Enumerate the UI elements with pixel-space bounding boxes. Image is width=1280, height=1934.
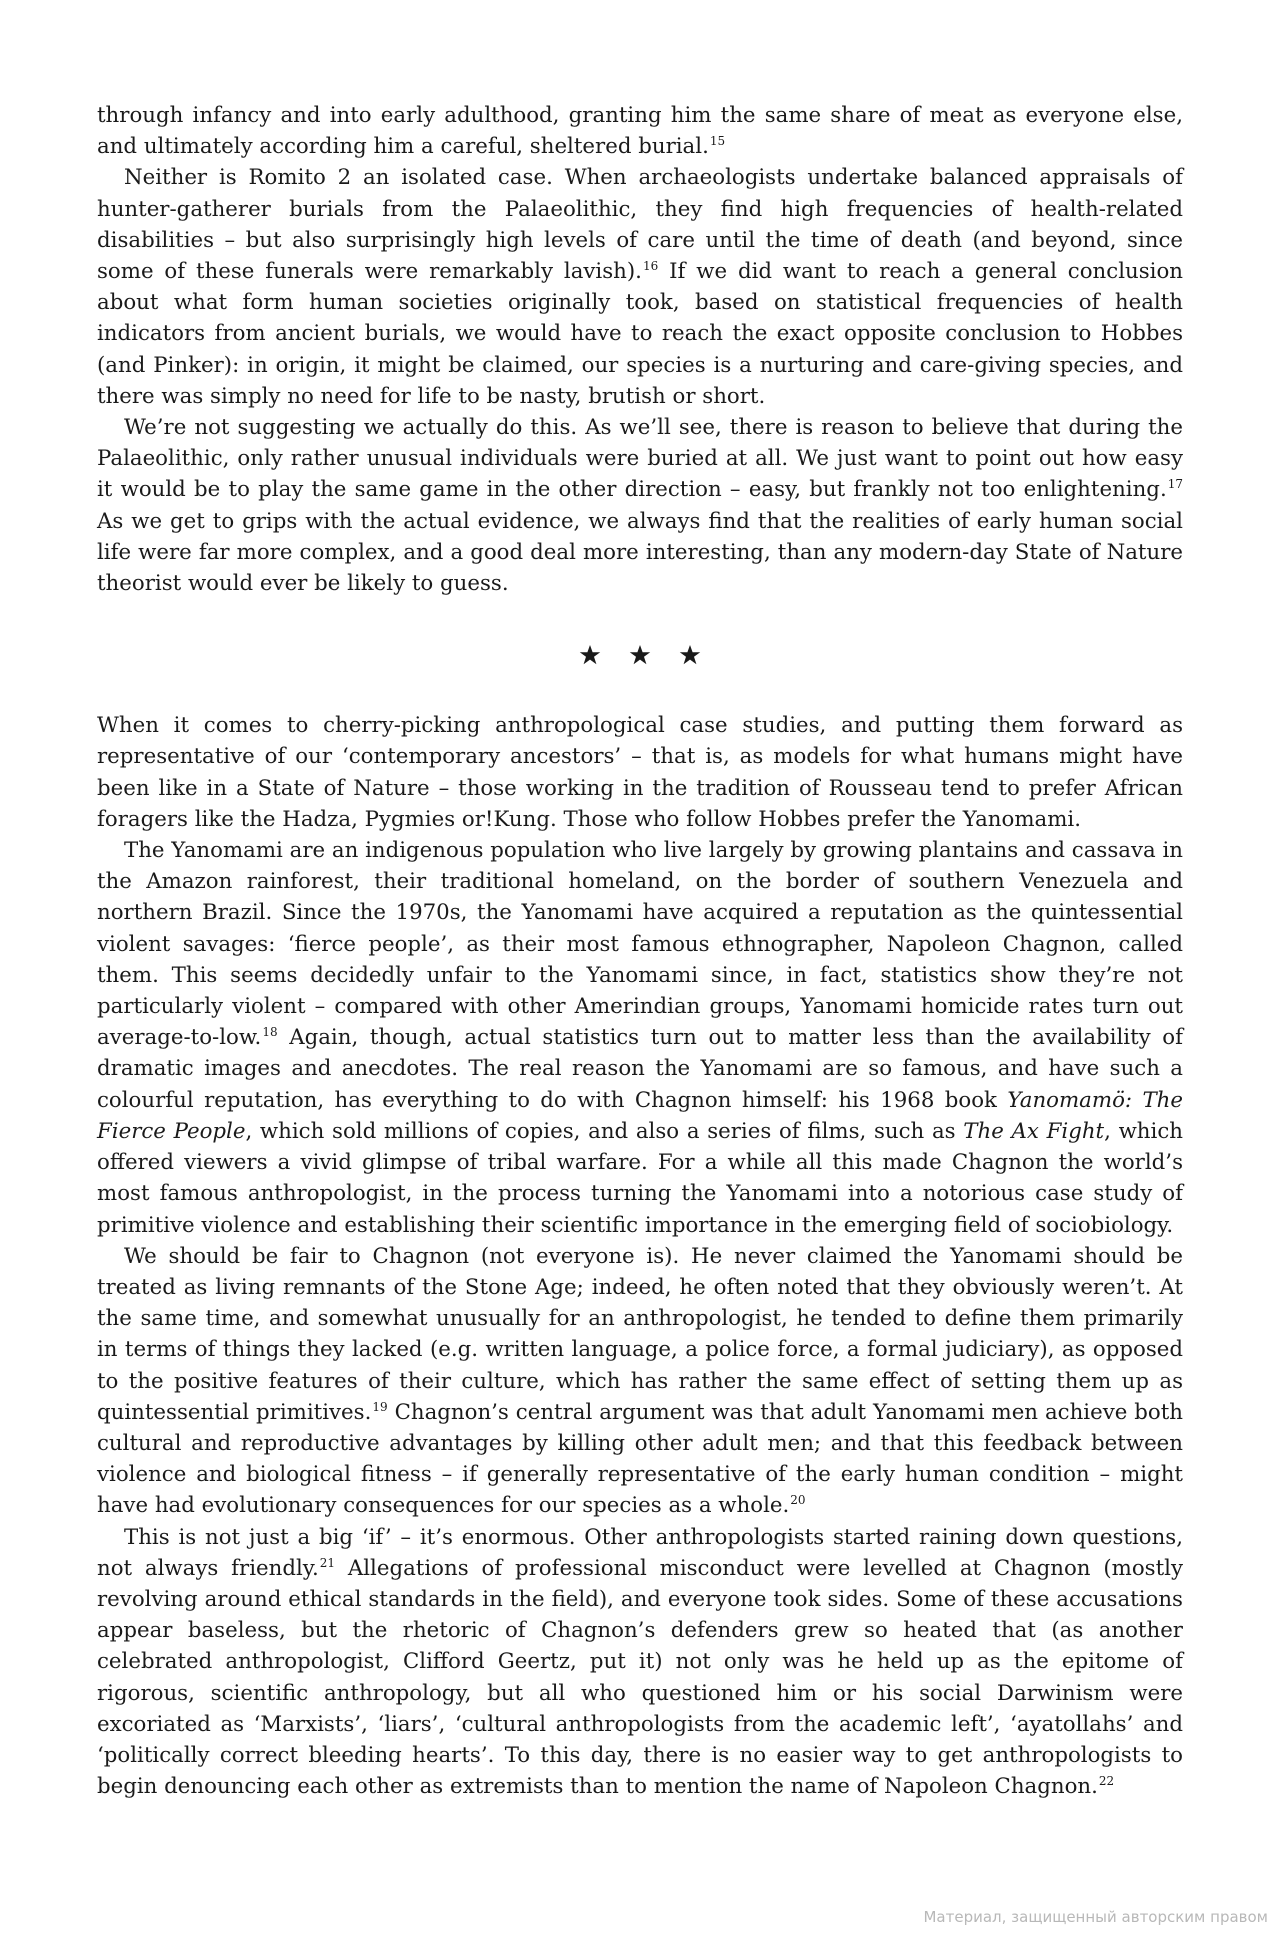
paragraph-text: As we get to grips with the actual evidence, we always find that the realities of early human social life were far more complex, and a good deal more interesting, than any modern-day State of Nature theorist would ever be likely to guess. bbox=[97, 508, 1183, 597]
paragraph-yanomami-intro bbox=[97, 835, 1183, 1241]
paragraph-big-if bbox=[97, 1522, 1183, 1803]
footnote-marker[interactable]: 21 bbox=[319, 1555, 336, 1570]
film-title: The Ax Fight bbox=[963, 1118, 1105, 1144]
footnote-marker[interactable]: 20 bbox=[790, 1493, 806, 1508]
paragraph-cherry-picking bbox=[97, 710, 1183, 835]
paragraph-text: , which offered viewers a vivid glimpse of tribal warfare. For a while all this made Chagnon the world’s most famous anthropologist, in the process turning the Yanomami into a notorious case study of primitive violence and establishing their scientific importance in the emerging field of sociobiology. bbox=[97, 1118, 1183, 1238]
paragraph-text: If we did want to reach a general conclusion about what form human societies originally took, based on statistical frequencies of health indicators from ancient burials, we would have to reach the exact opposite conclusion to Hobbes (and Pinker): in origin, it might be claimed, our species is a nurturing and care-giving species, and there was simply no need for life to be nasty, brutish or short. bbox=[97, 259, 1183, 409]
star-icon bbox=[628, 643, 652, 667]
footnote-marker[interactable]: 18 bbox=[262, 1025, 278, 1040]
paragraph-text: Chagnon’s central argument was that adult Yanomami men achieve both cultural and reproductive advantages by killing other adult men; and that this feedback between violence and biological fitness – if generally representative of the early human condition – might have had evolutionary consequences for our species as a whole. bbox=[97, 1399, 1183, 1519]
paragraph-text: We’re not suggesting we actually do this. As we’ll see, there is reason to believe that during the Palaeolithic, only rather unusual individuals were buried at all. We just want to point out how easy it would be to play the same game in the other direction – easy, but frankly not too enlightening. bbox=[97, 415, 1183, 503]
star-icon bbox=[678, 643, 702, 667]
paragraph-text: Allegations of professional misconduct were levelled at Chagnon (mostly revolving around ethical standards in the field), and everyone took sides. Some of these accusations appear baseless, but the rhetoric of Chagnon’s defenders grew so heated that (as another celebrated anthropologist, Clifford Geertz, put it) not only was he held up as the epitome of rigorous, scientific anthropology, but all who questioned him or his social Darwinism were excoriated as ‘Marxists’, ‘liars’, ‘cultural anthropologists from the academic left’, ‘ayatollahs’ and ‘politically correct bleeding hearts’. To this day, there is no easier way to get anthropologists to begin denouncing each other as extremists than to mention the name of Napoleon Chagnon. bbox=[97, 1555, 1183, 1800]
footnote-marker[interactable]: 17 bbox=[1167, 477, 1183, 492]
star-icon bbox=[578, 643, 602, 667]
paragraph-text: We should be fair to Chagnon (not everyone is). He never claimed the Yanomami should be treated as living remnants of the Stone Age; indeed, he often noted that they obviously weren’t. At the same time, and somewhat unusually for an anthropologist, he tended to define them primarily in terms of things they lacked (e.g. written language, a police force, a formal judiciary), as opposed to the positive features of their culture, which has rather the same effect of setting them up as quintessential primitives. bbox=[97, 1243, 1183, 1425]
footnote-marker[interactable]: 15 bbox=[709, 134, 726, 149]
paragraph-not-suggesting bbox=[97, 412, 1183, 599]
book-page-body bbox=[97, 100, 1183, 1802]
paragraph-isolated-case bbox=[97, 162, 1183, 412]
footnote-marker[interactable]: 16 bbox=[642, 259, 659, 274]
paragraph-text: Neither is Romito 2 an isolated case. When archaeologists undertake balanced appraisals of hunter-gatherer burials from the Palaeolithic, they find high frequencies of health-related disabilities – but also surprisingly high levels of care until the time of death (and beyond, since some of these funerals were remarkably lavish). bbox=[97, 165, 1183, 285]
paragraph-text: This is not just a big ‘if’ – it’s enormous. Other anthropologists started raining down questions, not always friendly. bbox=[97, 1524, 1183, 1581]
paragraph-text: , which sold millions of copies, and also a series of films, such as bbox=[245, 1118, 964, 1144]
paragraph-romito-burial bbox=[97, 100, 1183, 162]
paragraph-text: The Yanomami are an indigenous population who live largely by growing plantains and cassava in the Amazon rainforest, their traditional homeland, on the border of southern Venezuela and northern Brazil. Since the 1970s, the Yanomami have acquired a reputation as the quintessential violent savages: ‘fierce people’, as their most famous ethnographer, Napoleon Chagnon, called them. This seems decidedly unfair to the Yanomami since, in fact, statistics show they’re not particularly violent – compared with other Amerindian groups, Yanomami homicide rates turn out average-to-low. bbox=[97, 838, 1183, 1051]
book-title: Yanomamö: The Fierce People bbox=[97, 1087, 1183, 1144]
paragraph-text: Again, though, actual statistics turn out to matter less than the availability of dramatic images and anecdotes. The real reason the Yanomami are so famous, and have such a colourful reputation, has everything to do with Chagnon himself: his 1968 book bbox=[97, 1025, 1183, 1113]
paragraph-fair-to-chagnon bbox=[97, 1241, 1183, 1522]
footnote-marker[interactable]: 22 bbox=[1098, 1774, 1115, 1789]
paragraph-text: When it comes to cherry-picking anthropological case studies, and putting them forward as representative of our ‘contemporary ancestors’ – that is, as models for what humans might have been like in a State of Nature – those working in the tradition of Rousseau tend to prefer African foragers like the Hadza, Pygmies or!Kung. Those who follow Hobbes prefer the Yanomami. bbox=[97, 713, 1183, 832]
section-break bbox=[97, 600, 1183, 710]
paragraph-text: through infancy and into early adulthood, granting him the same share of meat as everyone else, and ultimately according him a careful, sheltered burial. bbox=[97, 103, 1183, 160]
footnote-marker[interactable]: 19 bbox=[372, 1399, 388, 1414]
copyright-watermark: Материал, защищенный авторским правом bbox=[923, 1908, 1268, 1926]
